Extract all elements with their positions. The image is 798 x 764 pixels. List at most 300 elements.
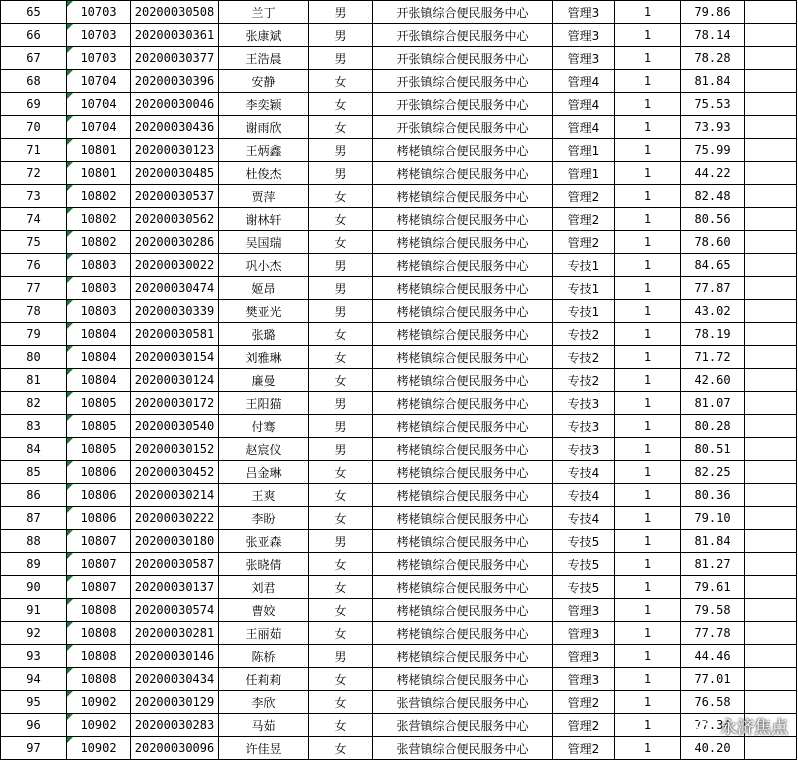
gender-cell: 女 bbox=[309, 714, 373, 737]
name-cell: 曹姣 bbox=[219, 599, 309, 622]
hire-count-cell: 1 bbox=[615, 507, 681, 530]
position-cell: 专技1 bbox=[553, 254, 615, 277]
hire-count-cell: 1 bbox=[615, 392, 681, 415]
gender-cell: 女 bbox=[309, 622, 373, 645]
position-cell: 管理3 bbox=[553, 24, 615, 47]
hire-count-cell: 1 bbox=[615, 645, 681, 668]
hire-count-cell: 1 bbox=[615, 277, 681, 300]
score-cell: 77.34 bbox=[681, 714, 745, 737]
post-code-cell: 10902 bbox=[67, 737, 131, 760]
gender-cell: 男 bbox=[309, 277, 373, 300]
post-code-cell: 10804 bbox=[67, 369, 131, 392]
table-row bbox=[1, 507, 797, 530]
table-row bbox=[1, 553, 797, 576]
score-cell: 78.28 bbox=[681, 47, 745, 70]
seq-cell: 75 bbox=[1, 231, 67, 254]
position-cell: 专技2 bbox=[553, 323, 615, 346]
table-row bbox=[1, 599, 797, 622]
post-code-cell: 10805 bbox=[67, 415, 131, 438]
unit-cell: 栲栳镇综合便民服务中心 bbox=[373, 323, 553, 346]
ticket-number-cell: 20200030286 bbox=[131, 231, 219, 254]
ticket-number-cell: 20200030096 bbox=[131, 737, 219, 760]
name-cell: 李盼 bbox=[219, 507, 309, 530]
empty-cell bbox=[745, 208, 797, 231]
table-row bbox=[1, 24, 797, 47]
empty-cell bbox=[745, 415, 797, 438]
gender-cell: 女 bbox=[309, 691, 373, 714]
position-cell: 专技5 bbox=[553, 553, 615, 576]
post-code-cell: 10704 bbox=[67, 116, 131, 139]
ticket-number-cell: 20200030377 bbox=[131, 47, 219, 70]
seq-cell: 68 bbox=[1, 70, 67, 93]
table-row bbox=[1, 208, 797, 231]
score-cell: 79.10 bbox=[681, 507, 745, 530]
name-cell: 张康斌 bbox=[219, 24, 309, 47]
hire-count-cell: 1 bbox=[615, 1, 681, 24]
gender-cell: 女 bbox=[309, 461, 373, 484]
unit-cell: 栲栳镇综合便民服务中心 bbox=[373, 484, 553, 507]
score-cell: 78.60 bbox=[681, 231, 745, 254]
empty-cell bbox=[745, 691, 797, 714]
gender-cell: 男 bbox=[309, 1, 373, 24]
score-cell: 40.20 bbox=[681, 737, 745, 760]
hire-count-cell: 1 bbox=[615, 93, 681, 116]
empty-cell bbox=[745, 162, 797, 185]
name-cell: 廉曼 bbox=[219, 369, 309, 392]
ticket-number-cell: 20200030452 bbox=[131, 461, 219, 484]
gender-cell: 女 bbox=[309, 323, 373, 346]
ticket-number-cell: 20200030540 bbox=[131, 415, 219, 438]
hire-count-cell: 1 bbox=[615, 254, 681, 277]
table-row bbox=[1, 116, 797, 139]
unit-cell: 栲栳镇综合便民服务中心 bbox=[373, 231, 553, 254]
hire-count-cell: 1 bbox=[615, 208, 681, 231]
post-code-cell: 10802 bbox=[67, 185, 131, 208]
empty-cell bbox=[745, 139, 797, 162]
unit-cell: 栲栳镇综合便民服务中心 bbox=[373, 254, 553, 277]
post-code-cell: 10902 bbox=[67, 714, 131, 737]
table-row bbox=[1, 70, 797, 93]
post-code-cell: 10802 bbox=[67, 208, 131, 231]
gender-cell: 男 bbox=[309, 47, 373, 70]
position-cell: 专技3 bbox=[553, 415, 615, 438]
name-cell: 兰丁 bbox=[219, 1, 309, 24]
position-cell: 管理3 bbox=[553, 599, 615, 622]
gender-cell: 男 bbox=[309, 415, 373, 438]
hire-count-cell: 1 bbox=[615, 737, 681, 760]
gender-cell: 男 bbox=[309, 162, 373, 185]
unit-cell: 栲栳镇综合便民服务中心 bbox=[373, 346, 553, 369]
ticket-number-cell: 20200030154 bbox=[131, 346, 219, 369]
table-row bbox=[1, 714, 797, 737]
table-row bbox=[1, 691, 797, 714]
empty-cell bbox=[745, 346, 797, 369]
name-cell: 贾萍 bbox=[219, 185, 309, 208]
post-code-cell: 10902 bbox=[67, 691, 131, 714]
seq-cell: 73 bbox=[1, 185, 67, 208]
seq-cell: 95 bbox=[1, 691, 67, 714]
unit-cell: 开张镇综合便民服务中心 bbox=[373, 1, 553, 24]
gender-cell: 女 bbox=[309, 231, 373, 254]
table-body bbox=[1, 1, 797, 760]
hire-count-cell: 1 bbox=[615, 70, 681, 93]
hire-count-cell: 1 bbox=[615, 47, 681, 70]
post-code-cell: 10703 bbox=[67, 1, 131, 24]
unit-cell: 栲栳镇综合便民服务中心 bbox=[373, 668, 553, 691]
post-code-cell: 10808 bbox=[67, 599, 131, 622]
ticket-number-cell: 20200030022 bbox=[131, 254, 219, 277]
score-cell: 80.56 bbox=[681, 208, 745, 231]
position-cell: 专技4 bbox=[553, 507, 615, 530]
ticket-number-cell: 20200030152 bbox=[131, 438, 219, 461]
seq-cell: 91 bbox=[1, 599, 67, 622]
ticket-number-cell: 20200030180 bbox=[131, 530, 219, 553]
hire-count-cell: 1 bbox=[615, 139, 681, 162]
score-cell: 73.93 bbox=[681, 116, 745, 139]
table-row bbox=[1, 392, 797, 415]
gender-cell: 男 bbox=[309, 24, 373, 47]
score-cell: 75.53 bbox=[681, 93, 745, 116]
name-cell: 张璐 bbox=[219, 323, 309, 346]
score-cell: 44.22 bbox=[681, 162, 745, 185]
gender-cell: 男 bbox=[309, 392, 373, 415]
score-cell: 80.28 bbox=[681, 415, 745, 438]
hire-count-cell: 1 bbox=[615, 185, 681, 208]
empty-cell bbox=[745, 553, 797, 576]
name-cell: 刘雅琳 bbox=[219, 346, 309, 369]
seq-cell: 84 bbox=[1, 438, 67, 461]
gender-cell: 女 bbox=[309, 553, 373, 576]
seq-cell: 94 bbox=[1, 668, 67, 691]
gender-cell: 女 bbox=[309, 208, 373, 231]
hire-count-cell: 1 bbox=[615, 553, 681, 576]
unit-cell: 栲栳镇综合便民服务中心 bbox=[373, 208, 553, 231]
score-cell: 80.51 bbox=[681, 438, 745, 461]
post-code-cell: 10804 bbox=[67, 323, 131, 346]
empty-cell bbox=[745, 93, 797, 116]
hire-count-cell: 1 bbox=[615, 461, 681, 484]
empty-cell bbox=[745, 576, 797, 599]
table-row bbox=[1, 1, 797, 24]
score-cell: 81.07 bbox=[681, 392, 745, 415]
score-cell: 81.84 bbox=[681, 530, 745, 553]
unit-cell: 开张镇综合便民服务中心 bbox=[373, 24, 553, 47]
table-row bbox=[1, 668, 797, 691]
unit-cell: 开张镇综合便民服务中心 bbox=[373, 93, 553, 116]
empty-cell bbox=[745, 369, 797, 392]
score-cell: 42.60 bbox=[681, 369, 745, 392]
empty-cell bbox=[745, 70, 797, 93]
position-cell: 专技1 bbox=[553, 300, 615, 323]
unit-cell: 开张镇综合便民服务中心 bbox=[373, 47, 553, 70]
seq-cell: 97 bbox=[1, 737, 67, 760]
score-cell: 77.78 bbox=[681, 622, 745, 645]
table-row bbox=[1, 576, 797, 599]
name-cell: 吴国瑞 bbox=[219, 231, 309, 254]
ticket-number-cell: 20200030123 bbox=[131, 139, 219, 162]
position-cell: 专技4 bbox=[553, 484, 615, 507]
unit-cell: 栲栳镇综合便民服务中心 bbox=[373, 185, 553, 208]
name-cell: 付骞 bbox=[219, 415, 309, 438]
seq-cell: 92 bbox=[1, 622, 67, 645]
post-code-cell: 10807 bbox=[67, 553, 131, 576]
table-row bbox=[1, 438, 797, 461]
position-cell: 管理1 bbox=[553, 139, 615, 162]
name-cell: 谢林轩 bbox=[219, 208, 309, 231]
seq-cell: 66 bbox=[1, 24, 67, 47]
unit-cell: 栲栳镇综合便民服务中心 bbox=[373, 553, 553, 576]
gender-cell: 女 bbox=[309, 668, 373, 691]
unit-cell: 栲栳镇综合便民服务中心 bbox=[373, 438, 553, 461]
watermark bbox=[696, 713, 788, 738]
seq-cell: 86 bbox=[1, 484, 67, 507]
empty-cell bbox=[745, 530, 797, 553]
table-row bbox=[1, 277, 797, 300]
name-cell: 赵宸仪 bbox=[219, 438, 309, 461]
ticket-number-cell: 20200030508 bbox=[131, 1, 219, 24]
seq-cell: 90 bbox=[1, 576, 67, 599]
gender-cell: 男 bbox=[309, 254, 373, 277]
ticket-number-cell: 20200030146 bbox=[131, 645, 219, 668]
gender-cell: 男 bbox=[309, 530, 373, 553]
table-row bbox=[1, 300, 797, 323]
ticket-number-cell: 20200030581 bbox=[131, 323, 219, 346]
name-cell: 杜俊杰 bbox=[219, 162, 309, 185]
position-cell: 专技2 bbox=[553, 346, 615, 369]
post-code-cell: 10803 bbox=[67, 300, 131, 323]
name-cell: 吕金琳 bbox=[219, 461, 309, 484]
name-cell: 王丽茹 bbox=[219, 622, 309, 645]
table-row bbox=[1, 93, 797, 116]
position-cell: 管理2 bbox=[553, 737, 615, 760]
seq-cell: 76 bbox=[1, 254, 67, 277]
position-cell: 管理2 bbox=[553, 714, 615, 737]
score-cell: 78.19 bbox=[681, 323, 745, 346]
table-row bbox=[1, 323, 797, 346]
hire-count-cell: 1 bbox=[615, 346, 681, 369]
table-row bbox=[1, 139, 797, 162]
gender-cell: 女 bbox=[309, 346, 373, 369]
post-code-cell: 10806 bbox=[67, 484, 131, 507]
position-cell: 管理4 bbox=[553, 70, 615, 93]
empty-cell bbox=[745, 47, 797, 70]
hire-count-cell: 1 bbox=[615, 438, 681, 461]
hire-count-cell: 1 bbox=[615, 668, 681, 691]
seq-cell: 82 bbox=[1, 392, 67, 415]
empty-cell bbox=[745, 507, 797, 530]
unit-cell: 栲栳镇综合便民服务中心 bbox=[373, 507, 553, 530]
gender-cell: 女 bbox=[309, 737, 373, 760]
ticket-number-cell: 20200030562 bbox=[131, 208, 219, 231]
name-cell: 谢雨欣 bbox=[219, 116, 309, 139]
post-code-cell: 10703 bbox=[67, 47, 131, 70]
score-cell: 79.86 bbox=[681, 1, 745, 24]
seq-cell: 79 bbox=[1, 323, 67, 346]
gender-cell: 男 bbox=[309, 300, 373, 323]
gender-cell: 男 bbox=[309, 438, 373, 461]
unit-cell: 栲栳镇综合便民服务中心 bbox=[373, 392, 553, 415]
seq-cell: 93 bbox=[1, 645, 67, 668]
table-row bbox=[1, 346, 797, 369]
seq-cell: 70 bbox=[1, 116, 67, 139]
post-code-cell: 10802 bbox=[67, 231, 131, 254]
seq-cell: 85 bbox=[1, 461, 67, 484]
hire-count-cell: 1 bbox=[615, 415, 681, 438]
watermark-text: 永济焦点 bbox=[720, 718, 788, 738]
post-code-cell: 10808 bbox=[67, 622, 131, 645]
position-cell: 专技1 bbox=[553, 277, 615, 300]
post-code-cell: 10803 bbox=[67, 254, 131, 277]
hire-count-cell: 1 bbox=[615, 691, 681, 714]
unit-cell: 栲栳镇综合便民服务中心 bbox=[373, 530, 553, 553]
unit-cell: 栲栳镇综合便民服务中心 bbox=[373, 300, 553, 323]
score-cell: 78.14 bbox=[681, 24, 745, 47]
hire-count-cell: 1 bbox=[615, 576, 681, 599]
score-cell: 43.02 bbox=[681, 300, 745, 323]
position-cell: 管理4 bbox=[553, 116, 615, 139]
gender-cell: 男 bbox=[309, 139, 373, 162]
name-cell: 巩小杰 bbox=[219, 254, 309, 277]
score-cell: 71.72 bbox=[681, 346, 745, 369]
score-cell: 81.27 bbox=[681, 553, 745, 576]
empty-cell bbox=[745, 323, 797, 346]
empty-cell bbox=[745, 461, 797, 484]
gender-cell: 女 bbox=[309, 70, 373, 93]
name-cell: 马茹 bbox=[219, 714, 309, 737]
score-cell: 77.87 bbox=[681, 277, 745, 300]
score-cell: 80.36 bbox=[681, 484, 745, 507]
empty-cell bbox=[745, 438, 797, 461]
name-cell: 刘君 bbox=[219, 576, 309, 599]
hire-count-cell: 1 bbox=[615, 369, 681, 392]
table-row bbox=[1, 461, 797, 484]
score-cell: 84.65 bbox=[681, 254, 745, 277]
empty-cell bbox=[745, 300, 797, 323]
seq-cell: 87 bbox=[1, 507, 67, 530]
unit-cell: 栲栳镇综合便民服务中心 bbox=[373, 599, 553, 622]
name-cell: 李欣 bbox=[219, 691, 309, 714]
position-cell: 管理3 bbox=[553, 47, 615, 70]
ticket-number-cell: 20200030281 bbox=[131, 622, 219, 645]
position-cell: 管理2 bbox=[553, 231, 615, 254]
hire-count-cell: 1 bbox=[615, 231, 681, 254]
post-code-cell: 10803 bbox=[67, 277, 131, 300]
position-cell: 管理4 bbox=[553, 93, 615, 116]
post-code-cell: 10704 bbox=[67, 93, 131, 116]
table-row bbox=[1, 622, 797, 645]
ticket-number-cell: 20200030361 bbox=[131, 24, 219, 47]
table-row bbox=[1, 254, 797, 277]
table-row bbox=[1, 369, 797, 392]
score-cell: 79.61 bbox=[681, 576, 745, 599]
hire-count-cell: 1 bbox=[615, 323, 681, 346]
table-row bbox=[1, 530, 797, 553]
score-cell: 44.46 bbox=[681, 645, 745, 668]
gender-cell: 女 bbox=[309, 507, 373, 530]
hire-count-cell: 1 bbox=[615, 116, 681, 139]
empty-cell bbox=[745, 277, 797, 300]
seq-cell: 65 bbox=[1, 1, 67, 24]
ticket-number-cell: 20200030214 bbox=[131, 484, 219, 507]
seq-cell: 78 bbox=[1, 300, 67, 323]
empty-cell bbox=[745, 231, 797, 254]
score-cell: 77.01 bbox=[681, 668, 745, 691]
ticket-number-cell: 20200030574 bbox=[131, 599, 219, 622]
name-cell: 安静 bbox=[219, 70, 309, 93]
unit-cell: 栲栳镇综合便民服务中心 bbox=[373, 369, 553, 392]
position-cell: 专技5 bbox=[553, 530, 615, 553]
ticket-number-cell: 20200030474 bbox=[131, 277, 219, 300]
seq-cell: 83 bbox=[1, 415, 67, 438]
unit-cell: 栲栳镇综合便民服务中心 bbox=[373, 415, 553, 438]
post-code-cell: 10807 bbox=[67, 576, 131, 599]
name-cell: 张晓倩 bbox=[219, 553, 309, 576]
wechat-icon bbox=[696, 718, 716, 734]
hire-count-cell: 1 bbox=[615, 530, 681, 553]
name-cell: 张亚森 bbox=[219, 530, 309, 553]
unit-cell: 栲栳镇综合便民服务中心 bbox=[373, 277, 553, 300]
ticket-number-cell: 20200030537 bbox=[131, 185, 219, 208]
table-row bbox=[1, 645, 797, 668]
post-code-cell: 10808 bbox=[67, 668, 131, 691]
position-cell: 管理3 bbox=[553, 668, 615, 691]
unit-cell: 栲栳镇综合便民服务中心 bbox=[373, 139, 553, 162]
seq-cell: 74 bbox=[1, 208, 67, 231]
empty-cell bbox=[745, 645, 797, 668]
table-row bbox=[1, 484, 797, 507]
table-row bbox=[1, 185, 797, 208]
hire-count-cell: 1 bbox=[615, 24, 681, 47]
table-row bbox=[1, 231, 797, 254]
post-code-cell: 10703 bbox=[67, 24, 131, 47]
position-cell: 管理3 bbox=[553, 1, 615, 24]
unit-cell: 开张镇综合便民服务中心 bbox=[373, 70, 553, 93]
ticket-number-cell: 20200030485 bbox=[131, 162, 219, 185]
ticket-number-cell: 20200030137 bbox=[131, 576, 219, 599]
score-cell: 82.48 bbox=[681, 185, 745, 208]
hire-count-cell: 1 bbox=[615, 484, 681, 507]
position-cell: 管理3 bbox=[553, 622, 615, 645]
gender-cell: 女 bbox=[309, 599, 373, 622]
post-code-cell: 10806 bbox=[67, 461, 131, 484]
unit-cell: 栲栳镇综合便民服务中心 bbox=[373, 622, 553, 645]
gender-cell: 女 bbox=[309, 93, 373, 116]
table-row bbox=[1, 415, 797, 438]
seq-cell: 88 bbox=[1, 530, 67, 553]
table-row bbox=[1, 47, 797, 70]
seq-cell: 77 bbox=[1, 277, 67, 300]
hire-count-cell: 1 bbox=[615, 300, 681, 323]
name-cell: 王炳鑫 bbox=[219, 139, 309, 162]
ticket-number-cell: 20200030046 bbox=[131, 93, 219, 116]
unit-cell: 开张镇综合便民服务中心 bbox=[373, 116, 553, 139]
position-cell: 管理2 bbox=[553, 185, 615, 208]
table-row bbox=[1, 737, 797, 760]
name-cell: 陈桥 bbox=[219, 645, 309, 668]
unit-cell: 张营镇综合便民服务中心 bbox=[373, 691, 553, 714]
post-code-cell: 10805 bbox=[67, 438, 131, 461]
position-cell: 管理3 bbox=[553, 645, 615, 668]
unit-cell: 栲栳镇综合便民服务中心 bbox=[373, 162, 553, 185]
gender-cell: 女 bbox=[309, 369, 373, 392]
score-cell: 81.84 bbox=[681, 70, 745, 93]
empty-cell bbox=[745, 622, 797, 645]
seq-cell: 89 bbox=[1, 553, 67, 576]
ticket-number-cell: 20200030434 bbox=[131, 668, 219, 691]
ticket-number-cell: 20200030283 bbox=[131, 714, 219, 737]
position-cell: 专技2 bbox=[553, 369, 615, 392]
post-code-cell: 10804 bbox=[67, 346, 131, 369]
